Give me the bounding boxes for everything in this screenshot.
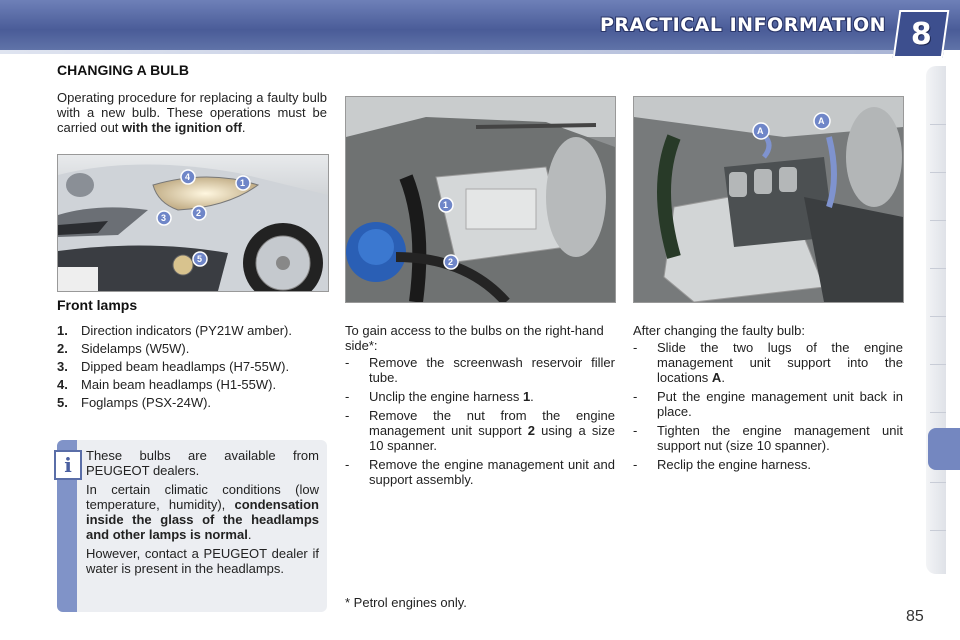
callout-1 [439, 198, 453, 212]
lamp-item [57, 359, 337, 374]
lamp-number: 3. [57, 359, 68, 374]
info-para-1: These bulbs are available from PEUGEOT dealers. [86, 448, 319, 478]
svg-text:1: 1 [240, 178, 246, 188]
front-lamps-list [57, 323, 337, 413]
callout-2 [192, 206, 206, 220]
lamp-text: Foglamps (PSX-24W). [81, 395, 212, 410]
after-steps [633, 340, 903, 472]
tab-divider [930, 172, 946, 173]
info-icon: i [54, 450, 82, 480]
management-unit-photo [633, 96, 904, 303]
step-item [345, 457, 615, 487]
info-box-text [86, 448, 319, 580]
info-para-3: However, contact a PEUGEOT dealer if water is present in the headlamps. [86, 546, 319, 576]
step-text: Unclip the engine harness [369, 389, 523, 404]
car-front-photo [57, 154, 329, 292]
intro-text: Operating procedure for replacing a faulty bulb with a new bulb. These operations must be carried out [57, 90, 327, 135]
lamp-number: 2. [57, 341, 68, 356]
chapter-number-badge [893, 10, 950, 58]
callout-3 [157, 211, 171, 225]
svg-text:1: 1 [443, 200, 449, 210]
info-para-2-start: In certain climatic conditions (low temperature, humidity), [86, 482, 319, 512]
chapter-side-tabs [926, 66, 946, 574]
svg-text:A: A [757, 126, 764, 136]
chapter-8-tab[interactable] [928, 428, 960, 470]
callout-a-right [814, 113, 830, 129]
chapter-title: PRACTICAL INFORMATION [600, 14, 887, 36]
step-ref: 2 [527, 423, 535, 438]
lamp-item [57, 323, 337, 338]
tab-divider [930, 124, 946, 125]
intro-bold: with the ignition off [122, 120, 242, 135]
header-stripe [0, 50, 900, 54]
lamp-item [57, 377, 337, 392]
svg-text:5: 5 [197, 254, 203, 264]
intro-paragraph [57, 90, 327, 135]
step-end: . [721, 370, 725, 385]
lamp-item [57, 395, 337, 410]
step-item [345, 389, 615, 404]
callout-2 [444, 255, 458, 269]
tab-divider [930, 530, 946, 531]
lamp-text: Dipped beam headlamps (H7-55W). [81, 359, 290, 374]
access-column [345, 323, 615, 491]
tab-divider [930, 412, 946, 413]
section-title: CHANGING A BULB [57, 62, 189, 78]
svg-text:3: 3 [161, 213, 167, 223]
callout-1 [236, 176, 250, 190]
lamp-number: 1. [57, 323, 68, 338]
engine-bay-photo [345, 96, 616, 303]
tab-divider [930, 364, 946, 365]
step-text: Put the engine management unit back in place. [657, 389, 903, 419]
step-text: Reclip the engine harness. [657, 457, 811, 472]
lamp-text: Sidelamps (W5W). [81, 341, 190, 356]
chapter-number: 8 [910, 16, 932, 52]
step-item [633, 389, 903, 419]
tab-divider [930, 220, 946, 221]
info-para-2 [86, 482, 319, 542]
svg-text:2: 2 [448, 257, 454, 267]
lamp-text: Main beam headlamps (H1-55W). [81, 377, 277, 392]
step-ref: 1 [522, 389, 531, 404]
after-column [633, 323, 903, 476]
svg-text:4: 4 [185, 172, 191, 182]
footnote: * Petrol engines only. [345, 595, 467, 610]
info-para-2-bold: condensation inside the glass of the headlamps and other lamps is normal [86, 497, 319, 542]
lamp-text: Direction indicators (PY21W amber). [81, 323, 292, 338]
after-intro: After changing the faulty bulb: [633, 323, 806, 338]
step-item [633, 423, 903, 453]
intro-end: . [241, 120, 246, 135]
step-item [633, 340, 903, 385]
tab-divider [930, 316, 946, 317]
step-text: Slide the two lugs of the engine management unit support into the locations [657, 340, 903, 385]
access-intro: To gain access to the bulbs on the right-hand side*: [345, 323, 604, 353]
lamp-number: 5. [57, 395, 68, 410]
access-steps [345, 355, 615, 487]
step-end: using a size 10 spanner. [369, 423, 615, 453]
page-number: 85 [906, 608, 924, 625]
step-item [345, 355, 615, 385]
callout-4 [181, 170, 195, 184]
tab-divider [930, 482, 946, 483]
step-text: Remove the nut from the engine management unit support [369, 408, 615, 438]
tab-divider [930, 268, 946, 269]
svg-text:2: 2 [196, 208, 202, 218]
svg-text:A: A [818, 116, 825, 126]
step-ref: A [711, 370, 722, 385]
step-end: . [530, 389, 534, 404]
lamp-number: 4. [57, 377, 68, 392]
step-item [633, 457, 903, 472]
step-text: Tighten the engine management unit support nut (size 10 spanner). [657, 423, 903, 453]
front-lamps-heading: Front lamps [57, 297, 138, 313]
step-text: Remove the screenwash reservoir filler tube. [369, 355, 615, 385]
step-text: Remove the engine management unit and support assembly. [369, 457, 615, 487]
callout-5 [193, 252, 207, 266]
lamp-item [57, 341, 337, 356]
callout-a-left [753, 123, 769, 139]
info-para-2-end: . [247, 527, 252, 542]
step-item [345, 408, 615, 453]
